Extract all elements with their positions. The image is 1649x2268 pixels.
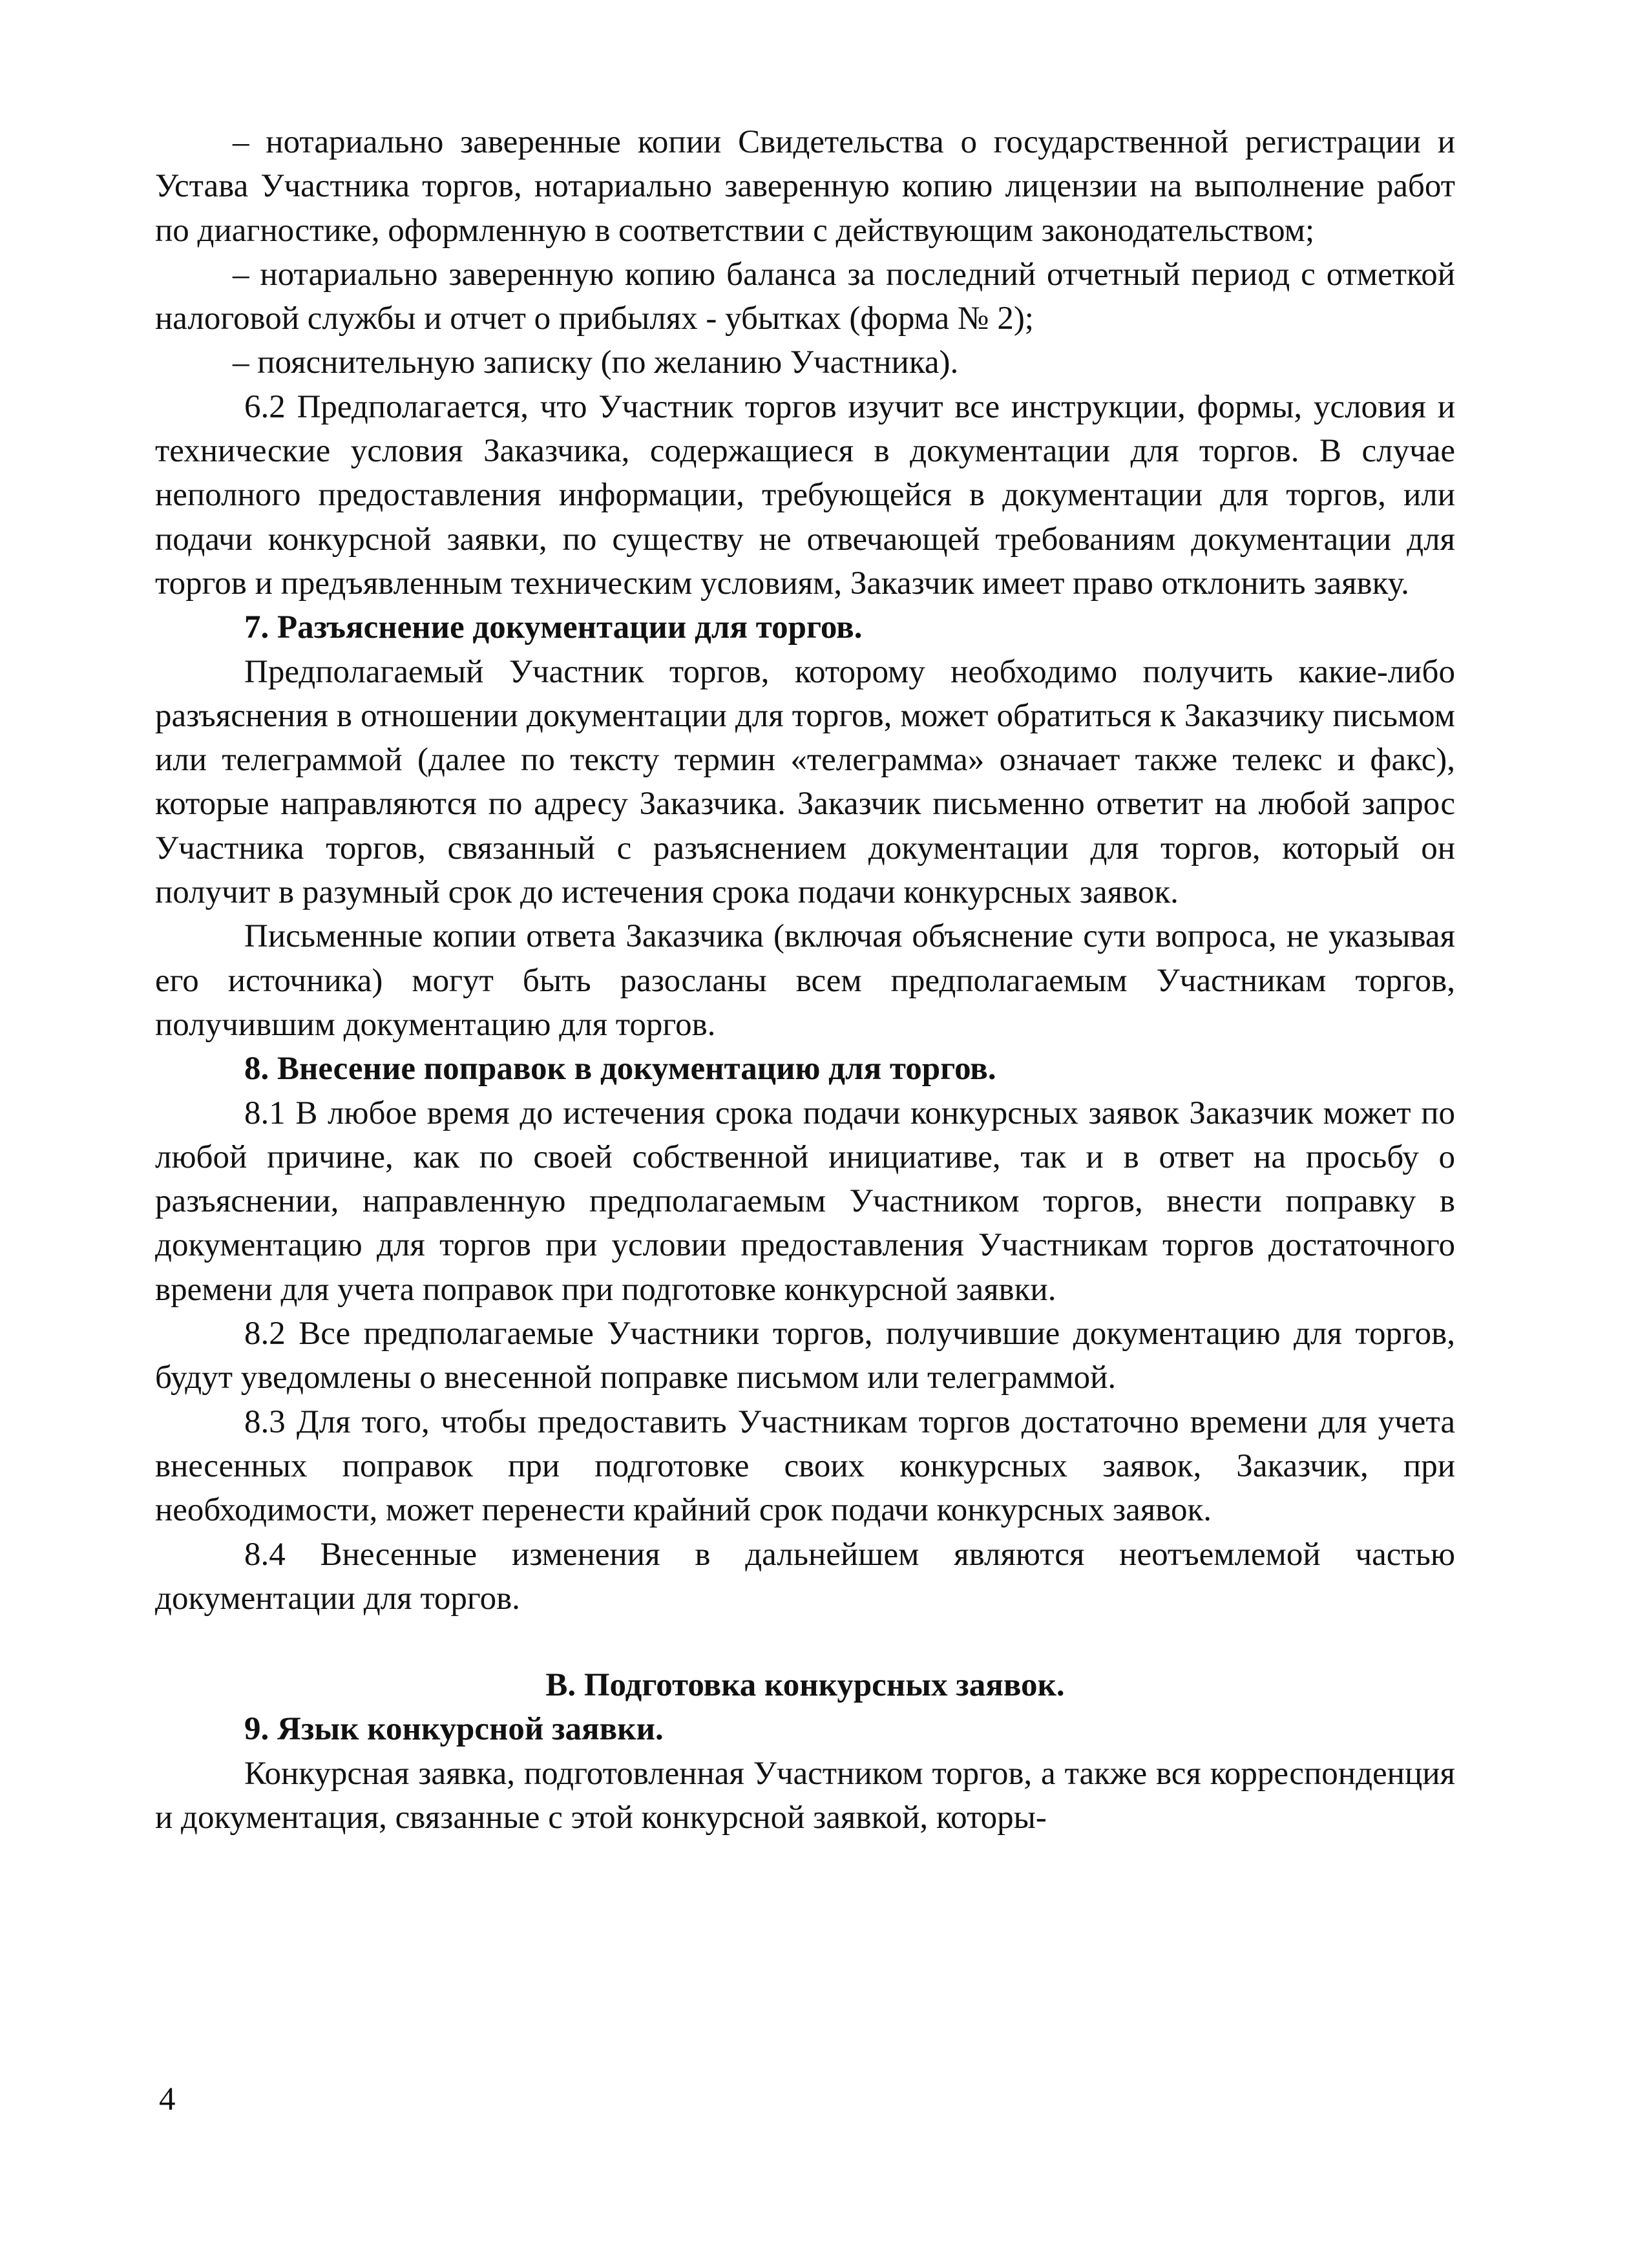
section-heading: 8. Внесение поправок в документацию для торгов. — [244, 1051, 996, 1087]
list-item: – пояснительную записку (по желанию Участника). — [233, 344, 959, 381]
list-item: – нотариально заверенную копию баланса за последний отчетный период с отметкой налоговой службы и отчет о прибылях - убытках (форма № 2); — [155, 256, 1455, 337]
section-heading: 9. Язык конкурсной заявки. — [244, 1711, 664, 1748]
paragraph: 8.2 Все предполагаемые Участники торгов, получившие документацию для торгов, будут уведомлены о внесенной поправке письмом или телеграммой. — [155, 1316, 1455, 1396]
paragraph: Письменные копии ответа Заказчика (включая объяснение сути вопроса, не указывая его источника) могут быть разосланы всем предполагаемым Участникам торгов, получившим документацию для торгов. — [155, 918, 1455, 1043]
paragraph: 8.3 Для того, чтобы предоставить Участникам торгов достаточно времени для учета внесенных поправок при подготовке своих конкурсных заявок, Заказчик, при необходимости, может перенести крайний срок подачи конкурсных заявок. — [155, 1403, 1455, 1529]
paragraph: Конкурсная заявка, подготовленная Участником торгов, а также вся корреспонденция и документация, связанные с этой конкурсной заявкой, которы- — [155, 1755, 1455, 1836]
paragraph: Предполагаемый Участник торгов, которому необходимо получить какие-либо разъяснения в отношении документации для торгов, может обратиться к Заказчику письмом или телеграммой (далее по тексту термин «телеграмма» означает также телекс и факс), которые направляются по адресу Заказчика. Заказчик письменно ответит на любой запрос Участника торгов, связанный с разъяснением документации для торгов, который он получит в разумный срок до истечения срока подачи конкурсных заявок. — [155, 653, 1455, 911]
page-number: 4 — [159, 2081, 176, 2117]
paragraph: 6.2 Предполагается, что Участник торгов изучит все инструкции, формы, условия и технические условия Заказчика, содержащиеся в документации для торгов. В случае неполного предоставления информации, требующейся в документации для торгов, или подачи конкурсной заявки, по существу не отвечающей требованиям документации для торгов и предъявленным техническим условиям, Заказчик имеет право отклонить заявку. — [155, 388, 1455, 602]
list-item: – нотариально заверенные копии Свидетельства о государственной регистрации и Устава Участника торгов, нотариально заверенную копию лицензии на выполнение работ по диагностике, оформленную в соответствии с действующим законодательством; — [155, 124, 1455, 249]
section-heading: 7. Разъяснение документации для торгов. — [244, 609, 863, 646]
part-heading: В. Подготовка конкурсных заявок. — [545, 1667, 1065, 1704]
paragraph: 8.1 В любое время до истечения срока подачи конкурсных заявок Заказчик может по любой причине, как по своей собственной инициативе, так и в ответ на просьбу о разъяснении, направленную предполагаемым Участником торгов, внести поправку в документацию для торгов при условии предоставления Участникам торгов достаточного времени для учета поправок при подготовке конкурсной заявки. — [155, 1095, 1455, 1308]
paragraph: 8.4 Внесенные изменения в дальнейшем являются неотъемлемой частью документации для торгов. — [155, 1536, 1455, 1617]
document-page — [155, 120, 1455, 1840]
